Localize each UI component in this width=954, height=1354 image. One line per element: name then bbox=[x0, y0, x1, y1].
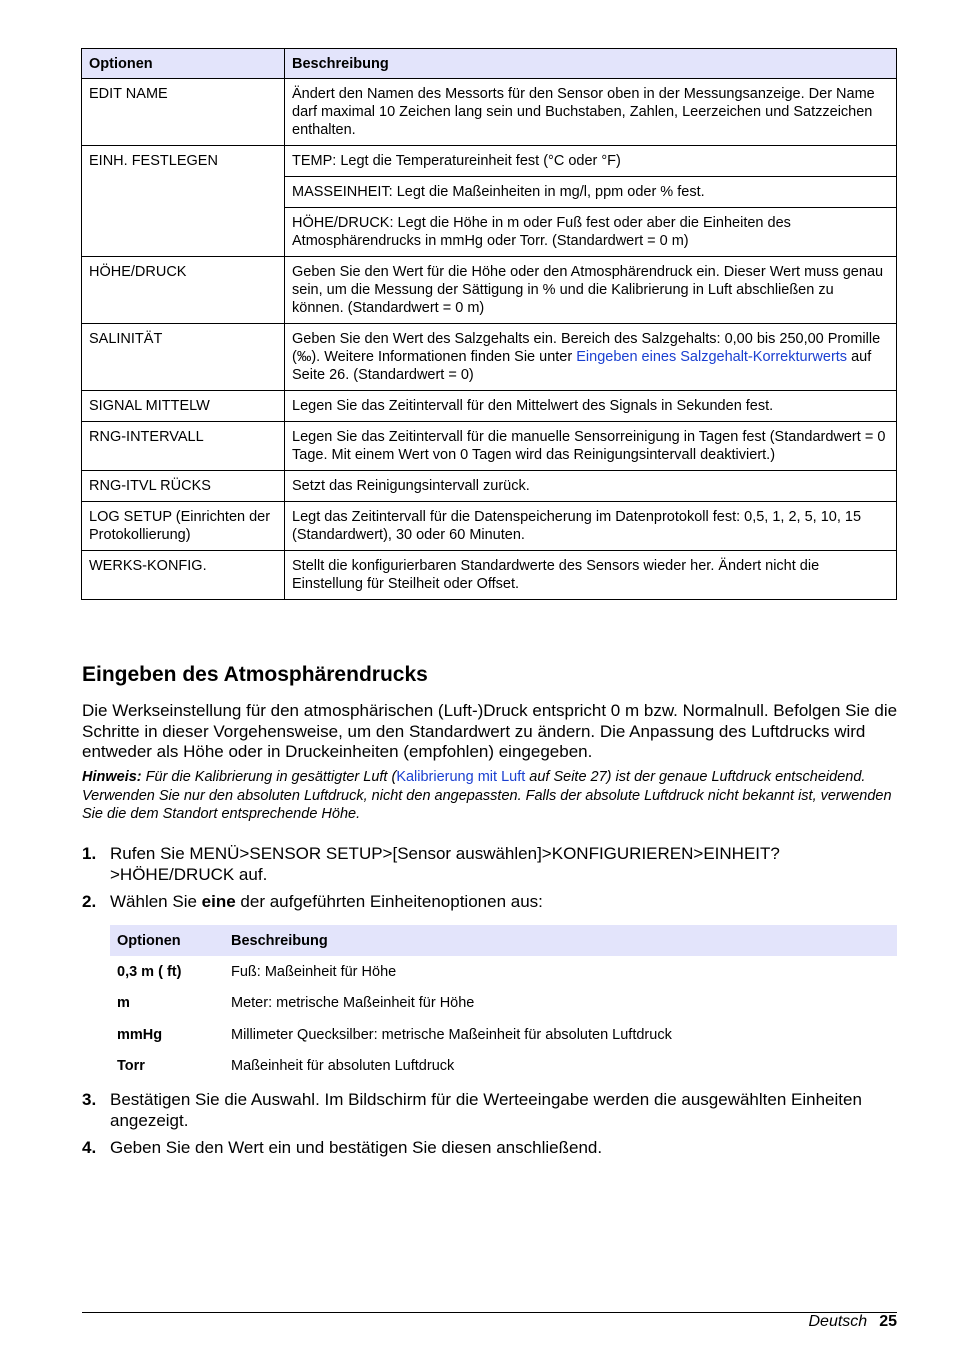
header-description: Beschreibung bbox=[285, 49, 897, 79]
step-text: Rufen Sie MENÜ>SENSOR SETUP>[Sensor auswählen]>KONFIGURIEREN>EINHEIT?>HÖHE/DRUCK auf. bbox=[110, 844, 780, 884]
section-heading: Eingeben des Atmosphärendrucks bbox=[82, 663, 428, 686]
unit-description: Millimeter Quecksilber: metrische Maßeinheit für absoluten Luftdruck bbox=[231, 1026, 672, 1043]
salinity-correction-link[interactable]: Eingeben eines Salzgehalt-Korrekturwerts bbox=[576, 349, 848, 365]
description-cell: Geben Sie den Wert für die Höhe oder den Atmosphärendruck ein. Dieser Wert muss genau sein, um die Messung der Sättigung in % und die Kalibrierung in Luft abschließen zu können. (Standardwert = 0 m) bbox=[285, 257, 897, 324]
header-description: Beschreibung bbox=[224, 925, 897, 956]
step-text-part: Wählen Sie bbox=[110, 892, 202, 911]
table-row bbox=[110, 1019, 897, 1051]
header-options: Optionen bbox=[82, 49, 285, 79]
table-row bbox=[82, 551, 897, 600]
option-cell: RNG-ITVL RÜCKS bbox=[82, 471, 285, 502]
unit-option: m bbox=[117, 995, 130, 1012]
step-2 bbox=[82, 892, 897, 913]
footer-language: Deutsch bbox=[808, 1313, 868, 1330]
step-4 bbox=[82, 1138, 897, 1159]
option-cell: SALINITÄT bbox=[82, 324, 285, 391]
table-row bbox=[110, 1051, 897, 1083]
table-row bbox=[82, 502, 897, 551]
step-number: 2. bbox=[82, 892, 97, 911]
description-cell: Legt das Zeitintervall für die Datenspeicherung im Datenprotokoll fest: 0,5, 1, 2, 5, 10, 15 (Standardwert), 30 oder 60 Minuten. bbox=[285, 502, 897, 551]
table-row bbox=[82, 471, 897, 502]
step-number: 4. bbox=[82, 1138, 97, 1157]
unit-description: Maßeinheit für absoluten Luftdruck bbox=[231, 1058, 455, 1075]
description-cell: HÖHE/DRUCK: Legt die Höhe in m oder Fuß fest oder aber die Einheiten des Atmosphärendrucks in mmHg oder Torr. (Standardwert = 0 m) bbox=[285, 208, 897, 257]
unit-option: 0,3 m ( ft) bbox=[117, 963, 182, 980]
option-cell: SIGNAL MITTELW bbox=[82, 391, 285, 422]
footer-divider bbox=[82, 1312, 897, 1313]
table-header-row bbox=[110, 925, 897, 956]
option-cell: WERKS-KONFIG. bbox=[82, 551, 285, 600]
note-text: Für die Kalibrierung in gesättigter Luft ( bbox=[141, 769, 397, 785]
table-header-row bbox=[82, 49, 897, 79]
table-row bbox=[82, 324, 897, 391]
description-cell: TEMP: Legt die Temperatureinheit fest (°C oder °F) bbox=[285, 146, 897, 177]
option-cell: RNG-INTERVALL bbox=[82, 422, 285, 471]
table-row bbox=[82, 391, 897, 422]
step-number: 3. bbox=[82, 1090, 97, 1109]
description-cell: Legen Sie das Zeitintervall für die manuelle Sensorreinigung in Tagen fest (Standardwert = 0 Tage. Mit einem Wert von 0 Tagen wird das Reinigungsintervall deaktiviert.) bbox=[285, 422, 897, 471]
step-text-bold: eine bbox=[201, 892, 236, 911]
table-row bbox=[82, 146, 897, 177]
unit-option: Torr bbox=[117, 1058, 145, 1075]
description-cell bbox=[285, 324, 897, 391]
step-number: 1. bbox=[82, 844, 97, 863]
unit-option: mmHg bbox=[117, 1026, 163, 1043]
table-row bbox=[110, 956, 897, 988]
table-row bbox=[110, 988, 897, 1020]
step-3 bbox=[82, 1090, 897, 1131]
description-cell: Legen Sie das Zeitintervall für den Mittelwert des Signals in Sekunden fest. bbox=[285, 391, 897, 422]
option-cell: EDIT NAME bbox=[82, 79, 285, 146]
step-text bbox=[110, 892, 897, 913]
note-text: auf Seite 27) ist der genaue Luftdruck entscheidend. Verwenden Sie nur den absoluten Luftdruck, nicht den angepassten. Falls der absolute Luftdruck nicht bekannt ist, verwenden Sie die dem Standort entsprechende Höhe. bbox=[82, 769, 892, 822]
table-row bbox=[82, 79, 897, 146]
option-cell: EINH. FESTLEGEN bbox=[82, 146, 285, 257]
options-table bbox=[81, 48, 897, 600]
table-row bbox=[82, 257, 897, 324]
option-cell: LOG SETUP (Einrichten der Protokollierung) bbox=[82, 502, 285, 551]
note-paragraph bbox=[82, 768, 897, 824]
header-options: Optionen bbox=[110, 925, 224, 956]
unit-description: Meter: metrische Maßeinheit für Höhe bbox=[231, 995, 475, 1012]
intro-paragraph: Die Werkseinstellung für den atmosphärischen (Luft-)Druck entspricht 0 m bzw. Normalnull. Befolgen Sie die Schritte in dieser Vorgehensweise, um den Standardwert zu ändern. Die Anpassung des Luftdrucks wird entweder als Höhe oder in Druckeinheiten (empfohlen) eingegeben. bbox=[82, 701, 898, 761]
step-text: Bestätigen Sie die Auswahl. Im Bildschirm für die Werteeingabe werden die ausgewählten Einheiten angezeigt. bbox=[110, 1090, 862, 1130]
calibration-air-link[interactable]: Kalibrierung mit Luft bbox=[396, 769, 526, 785]
description-cell: Ändert den Namen des Messorts für den Sensor oben in der Messungsanzeige. Der Name darf maximal 10 Zeichen lang sein und Buchstaben, Zahlen, Leerzeichen und Satzzeichen enthalten. bbox=[285, 79, 897, 146]
description-cell: Stellt die konfigurierbaren Standardwerte des Sensors wieder her. Ändert nicht die Einstellung für Steilheit oder Offset. bbox=[285, 551, 897, 600]
page-number: 25 bbox=[879, 1313, 897, 1330]
step-text-part: der aufgeführten Einheitenoptionen aus: bbox=[235, 892, 543, 911]
description-text: auf Seite 26. (Standardwert = 0) bbox=[292, 349, 872, 383]
unit-description: Fuß: Maßeinheit für Höhe bbox=[231, 963, 397, 980]
step-1 bbox=[82, 844, 897, 885]
note-label: Hinweis: bbox=[82, 769, 142, 785]
description-text: Geben Sie den Wert des Salzgehalts ein. Bereich des Salzgehalts: 0,00 bis 250,00 Promille (‰). Weitere Informationen finden Sie unter bbox=[292, 331, 881, 365]
description-cell: MASSEINHEIT: Legt die Maßeinheiten in mg/l, ppm oder % fest. bbox=[285, 177, 897, 208]
page-footer bbox=[809, 1313, 898, 1331]
step-text: Geben Sie den Wert ein und bestätigen Sie diesen anschließend. bbox=[110, 1138, 603, 1157]
table-row bbox=[82, 422, 897, 471]
units-table bbox=[110, 925, 897, 1082]
description-cell: Setzt das Reinigungsintervall zurück. bbox=[285, 471, 897, 502]
option-cell: HÖHE/DRUCK bbox=[82, 257, 285, 324]
